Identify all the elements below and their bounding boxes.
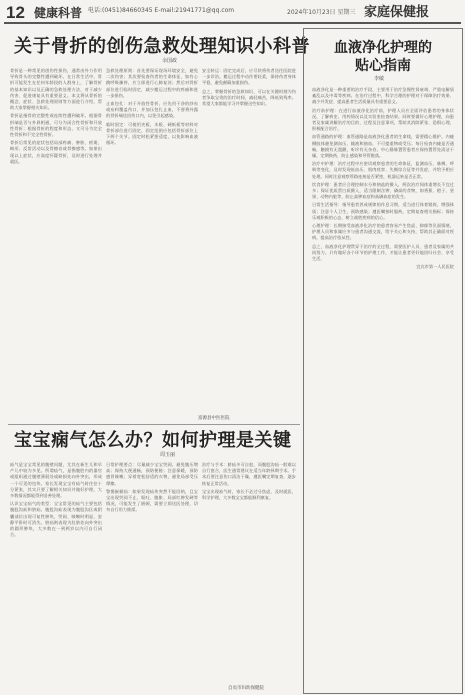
article2-author: 周玉丽: [160, 452, 176, 458]
sidebar-title-line-1: 血液净化护理的: [334, 40, 432, 56]
article2-source: 自贡市妇幼保健院: [228, 686, 264, 691]
article1-paragraph: 急救处理原则：首先要保证现场环境安全，避免二次伤害；其次要检查伤者的生命体征，如有心跳呼吸骤停，应立即进行心肺复苏；然后对骨折部位进行临时固定，减少搬运过程中的疼痛和进一步损伤。: [106, 68, 198, 98]
sidebar-paragraph: 饮食护理：患者应合理控制水分和钠盐的摄入，两次治疗间体重增长不宜过多；保证优质蛋白质摄入，适当限制含钾、磷高的食物，如香蕉、橙子、坚果、动物内脏等，防止高钾血症和高磷血症的发生。: [312, 181, 454, 200]
article1-paragraph: 骨折是一种常见的创伤性损伤，通常由外力作用导致骨头的完整性遭到破坏。在日常生活中，骨折可能发生在任何年龄段的人群身上，了解骨折的基本知识以及正确的急救处理方法，对于减少伤害、促进康复具有重要意义。本文将从骨折的概念、症状、急救处理原则等方面进行介绍，帮助大家掌握相关知识。: [10, 68, 102, 111]
sidebar-paragraph: 日常生活指导：指导患者养成规律的作息习惯，适当进行体育锻炼，增强体质；注意个人卫生，预防感染；遵医嘱按时服药，定期复查相关指标；保持乐观积极的心态，树立战胜疾病的信心。: [312, 202, 454, 220]
sidebar-paragraph: 血液净化是一种重要的治疗手段，主要用于治疗急慢性肾衰竭、严重电解质紊乱以及中毒等疾病。在治疗过程中，科学合理的护理对于保障治疗效果、减少并发症、提高患者生活质量具有重要意义。: [312, 87, 454, 105]
sidebar-author: 李敏: [374, 76, 385, 82]
issue-date: 2024年10月23日 星期三: [287, 9, 356, 16]
sidebar-title-line-2: 贴心指南: [355, 58, 411, 74]
article1-source: 富源县中医医院: [198, 416, 230, 421]
article2-column-2: [106, 462, 198, 692]
column-name: 家庭保健报: [364, 5, 430, 20]
sidebar-title: [304, 39, 462, 75]
contact-info: 电话:(0451)84660345 E-mail:21941771@qq.com: [88, 7, 235, 14]
article2-column-1: [10, 462, 102, 692]
article2-paragraph: 认识宝宝疝气的类型：宝宝常见的疝气主要包括腹股沟疝和脐疝。腹股沟疝表现为腹股沟区或阴囊部位出现可复性肿块，哭闹、咳嗽时明显，安静平卧时可消失。脐疝则表现为肚脐处向外突出的圆形肿块，大多数在一到两岁以内可自行闭合。: [10, 501, 102, 538]
article1-column-3: [202, 68, 296, 413]
article-divider: [8, 424, 300, 425]
section-title: 健康科普: [34, 6, 83, 20]
sidebar-article: [303, 28, 463, 694]
article2-title: 宝宝痫气怎么办？如何护理是关键: [14, 430, 292, 451]
article1-paragraph: 骨折是指骨的完整性或连续性遭到破坏。根据骨折端是否与外界相通，可分为闭合性骨折和开放性骨折；根据骨折的程度和形态，又可分为完全性骨折和不完全性骨折。: [10, 113, 102, 138]
article1-column-2: [106, 68, 198, 413]
article2-paragraph: 疝气是宝宝常见的腹壁问题，尤其在新生儿和早产儿中较为多见。所谓疝气，是指腹腔内的器官或组织通过腹壁薄弱处或缺损处向外突出，形成一个可见的包块。家长发现宝宝有疝气时往往十分紧张，其实只要了解相关知识并做好护理，大多数情况都能得到妥善处理。: [10, 462, 102, 499]
sidebar-paragraph: 总之，血液净化护理贯穿于治疗的全过程，需要医护人员、患者及家属的共同努力。只有做好各个环节的护理工作，才能让患者更好地回归社会、享受生活。: [312, 243, 454, 262]
article1-paragraph: 止血包扎：对于开放性骨折，应先用干净的纱布或布料覆盖伤口，并加压包扎止血，不要将外露的骨折端送回伤口内，以免引起感染。: [106, 101, 198, 119]
sidebar-source: 宜宾市第一人民医院: [416, 264, 454, 270]
article2-paragraph: 日常护理要点：尽量减少宝宝哭闹，避免腹压增高；保持大便通畅，预防便秘；注意保暖，预防感冒咳嗽；穿着宽松舒适的衣物，避免局部受压摩擦。: [106, 462, 198, 486]
article1-paragraph: 安全转运：固定完成后，应尽快将伤者送往医院进一步诊治。搬运过程中动作要轻柔，保持伤者身体平稳，避免颠簸加重损伤。: [202, 68, 296, 86]
article2-paragraph: 宝宝出现疝气时，家长不必过分焦虑，及时就医、科学护理，大多数宝宝都能顺利康复。: [202, 488, 296, 501]
article1-title: 关于骨折的创伤急救处理知识小科普: [14, 36, 310, 57]
sidebar-paragraph: 治疗前护理：在进行血液净化治疗前，护理人员应全面评估患者的身体状况，了解病史、用药情况以及实验室检查结果。同时要做好心理护理，向患者及家属讲解治疗的目的、过程及注意事项，帮助其消除紧张、恐惧心理，积极配合治疗。: [312, 107, 454, 132]
article1-column-1: [10, 68, 102, 413]
sidebar-paragraph: 心理护理：长期接受血液净化治疗的患者容易产生焦虑、抑郁等负面情绪，护理人员和家属应多与患者沟通交流，给予关心和支持，帮助其正确面对疾病，提高治疗依从性。: [312, 223, 454, 241]
article1-paragraph: 临时固定：可使用夹板、木板、硬纸板等材料对骨折部位进行固定，固定范围应包括骨折部位上下两个关节。固定时松紧要适度，以免影响血液循环。: [106, 121, 198, 146]
article2-column-3: [202, 462, 296, 684]
article2-paragraph: 警惕嵌顿疝：如果发现疝块突然不能回纳，且宝宝出现哭闹不止、呕吐、腹胀、局部红肿发硬等情况，可能发生了嵌顿，需要立即送医处理，切勿自行用力推揉。: [106, 488, 198, 513]
sidebar-paragraph: 血管通路的护理：血管通路是血液净化患者的生命线，需要精心维护。内瘘侧肢体避免测血压、输液和抽血，不可提重物或受压；每日检查内瘘是否通畅，触摸有无震颤，听诊有无杂音。中心静脉置管患者应保持置管处清洁干燥，定期换药，防止感染和导管脱落。: [312, 134, 454, 159]
page-header: [4, 3, 461, 24]
article1-author: 余国政: [162, 58, 178, 64]
article2-paragraph: 治疗与手术：脐疝多可自愈，而腹股沟疝一般难以自行愈合，医生通常建议在适当年龄择期手术。手术后要注意伤口清洁干燥，遵医嘱定期复查，逐步恢复正常活动。: [202, 462, 296, 486]
sidebar-body: [312, 87, 454, 687]
article1-paragraph: 总之，掌握骨折的急救知识，可以在关键时刻为伤者争取宝贵的治疗时间，减轻痛苦，降低致残率。希望大家都能学习并掌握这些知识。: [202, 88, 296, 107]
article1-paragraph: 骨折后常见的症状包括局部疼痛、肿胀、瘀斑、畸形、反常活动以及骨擦音或骨擦感等。如果出现以上症状，应高度怀疑骨折，及时进行处理并就医。: [10, 140, 102, 164]
page-number: 12: [6, 3, 25, 22]
sidebar-paragraph: 治疗中护理：治疗过程中应密切观察患者的生命体征，监测血压、脉搏、呼吸等变化，及时发现低血压、肌肉痉挛、失衡综合征等并发症，并给予相应处理。同时注意观察管路连接是否紧密，机器运转是否正常。: [312, 161, 454, 179]
